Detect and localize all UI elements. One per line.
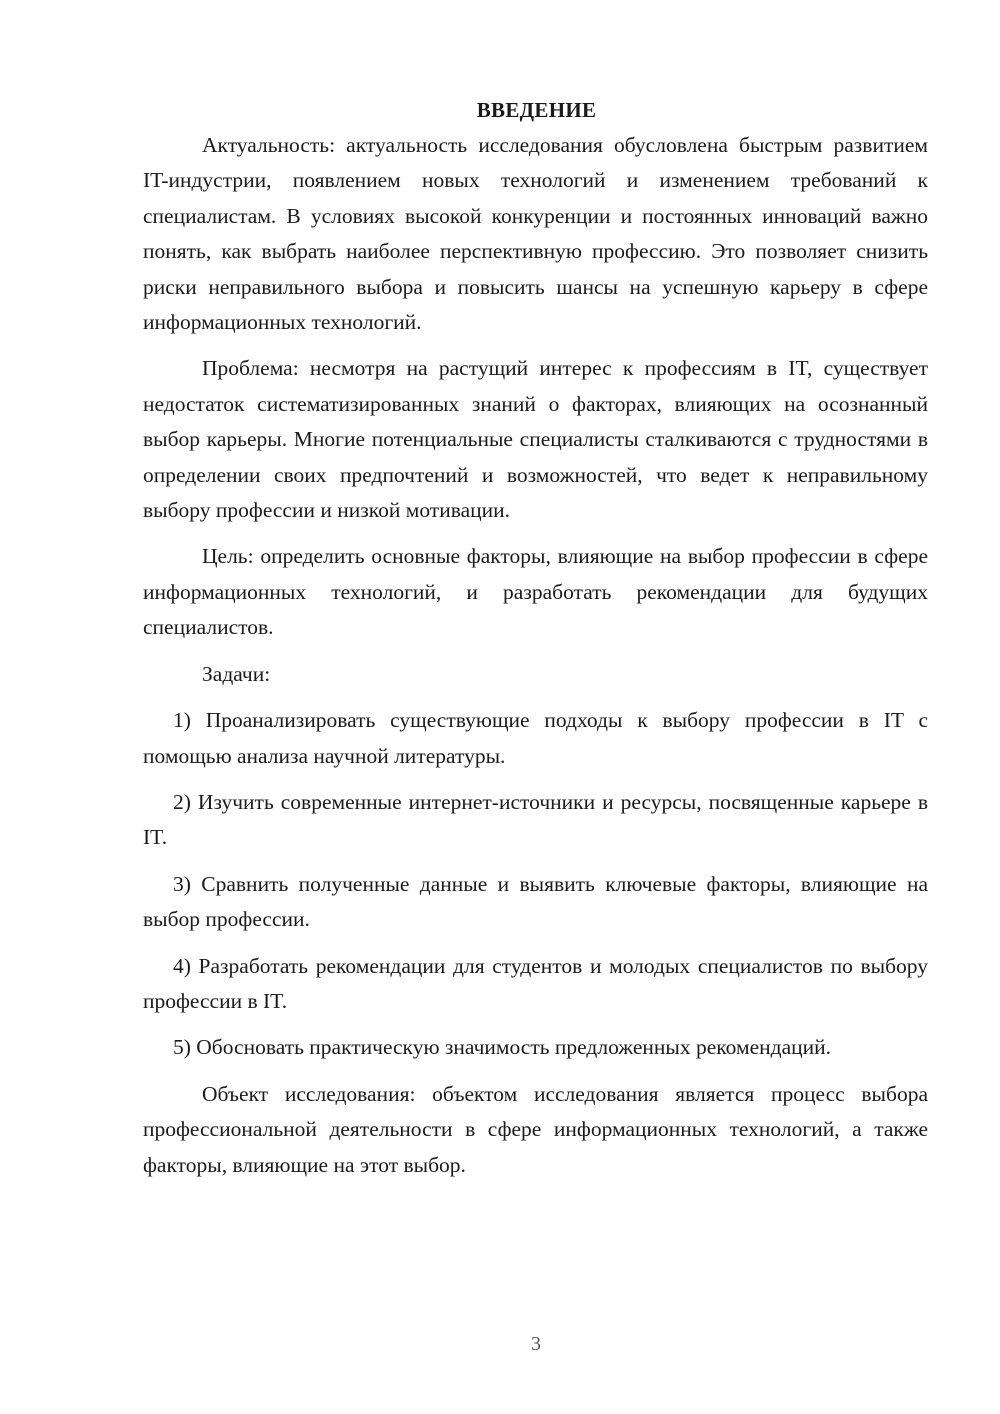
- tasks-label: Задачи:: [202, 661, 271, 686]
- goal-paragraph: Цель: определить основные факторы, влияющие на выбор профессии в сфере информационных технологий, и разработать рекомендации для будущих специалистов.: [143, 544, 928, 640]
- page-content: [143, 92, 928, 1183]
- relevance-paragraph: Актуальность: актуальность исследования обусловлена быстрым развитием IT-индустрии, появлением новых технологий и изменением требований к специалистам. В условиях высокой конкуренции и постоянных инноваций важно понять, как выбрать наиболее перспективную профессию. Это позволяет снизить риски неправильного выбора и повысить шансы на успешную карьеру в сфере информационных технологий.: [143, 133, 928, 335]
- page-number: 3: [531, 1333, 541, 1355]
- task-item-5: 5) Обосновать практическую значимость предложенных рекомендаций.: [173, 1035, 832, 1060]
- problem-paragraph: Проблема: несмотря на растущий интерес к профессиям в IT, существует недостаток систематизированных знаний о факторах, влияющих на осознанный выбор карьеры. Многие потенциальные специалисты сталкиваются с трудностями в определении своих предпочтений и возможностей, что ведет к неправильному выбору профессии и низкой мотивации.: [143, 356, 928, 523]
- task-item-3: 3) Сравнить полученные данные и выявить ключевые факторы, влияющие на выбор профессии.: [143, 871, 928, 932]
- object-paragraph: Объект исследования: объектом исследования является процесс выбора профессиональной деятельности в сфере информационных технологий, а также факторы, влияющие на этот выбор.: [143, 1081, 928, 1177]
- task-item-1: 1) Проанализировать существующие подходы к выбору профессии в IT с помощью анализа научной литературы.: [143, 708, 928, 768]
- task-item-2: 2) Изучить современные интернет-источники и ресурсы, посвященные карьере в IT.: [143, 789, 928, 850]
- task-item-4: 4) Разработать рекомендации для студентов и молодых специалистов по выбору профессии в IT.: [143, 953, 928, 1013]
- section-heading: ВВЕДЕНИЕ: [476, 98, 597, 122]
